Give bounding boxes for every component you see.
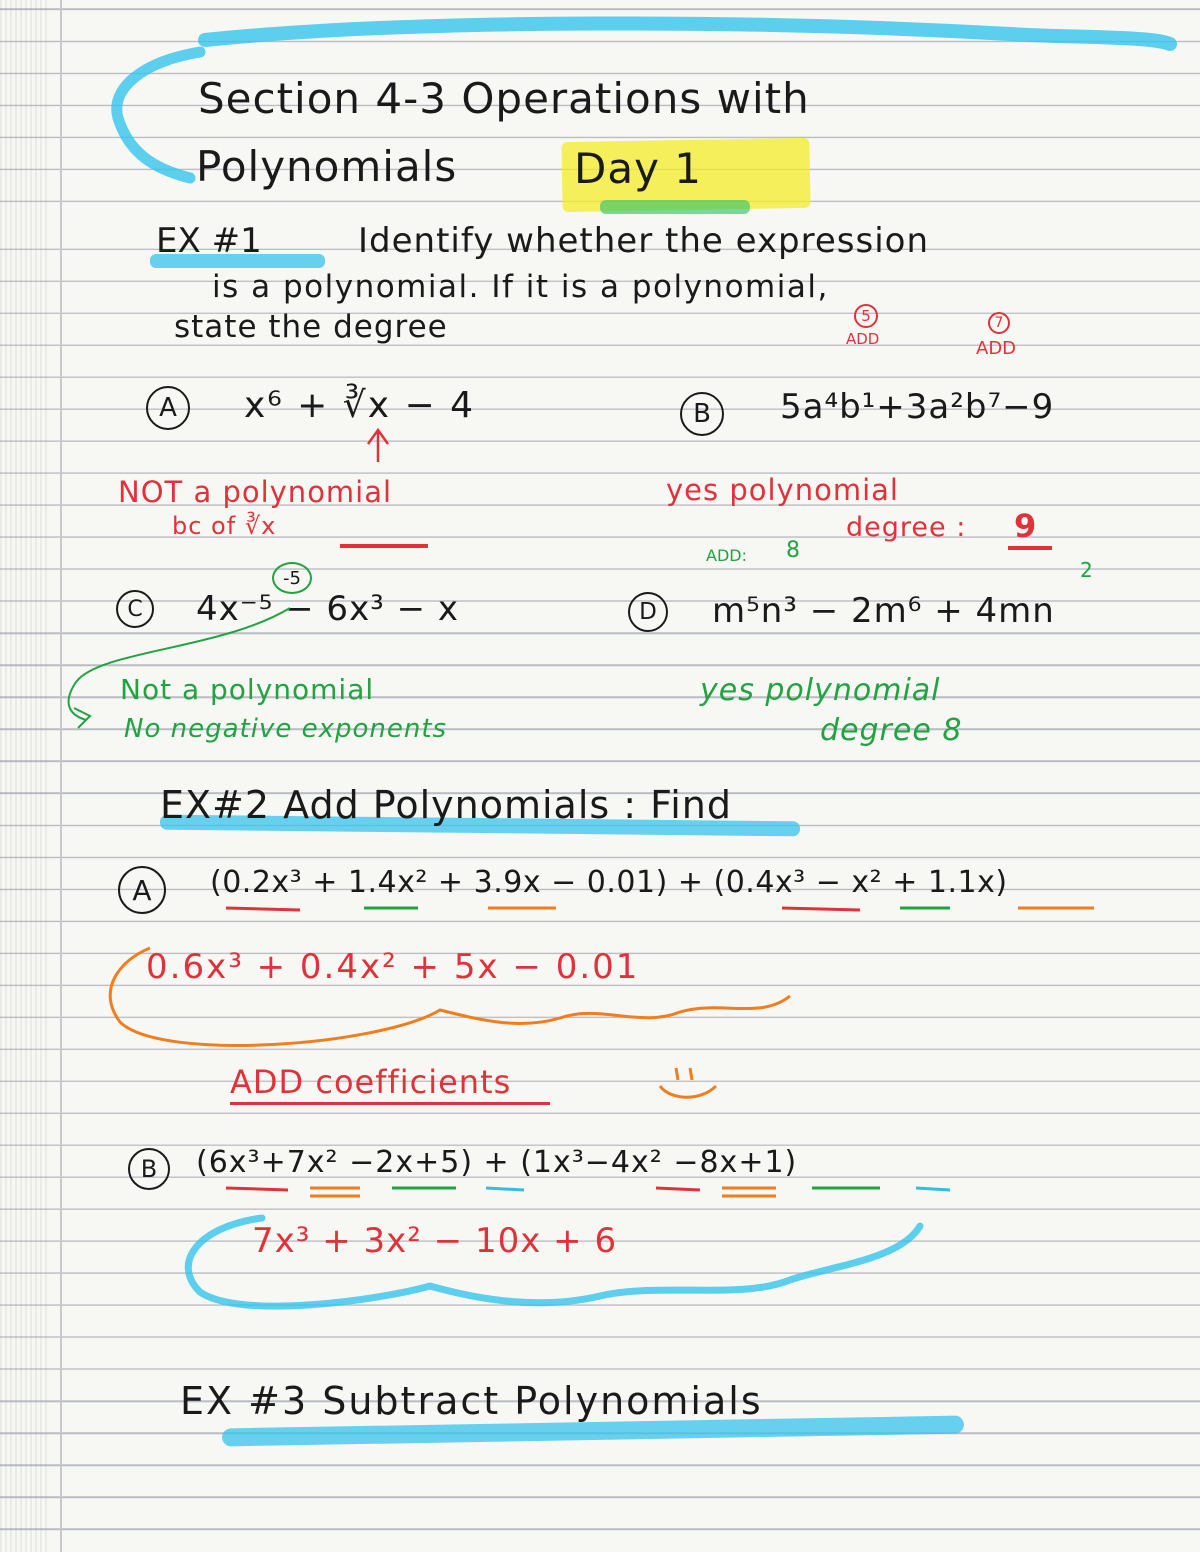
ex1-d-add-2: 2 <box>1080 558 1093 582</box>
add-label-7: ADD <box>976 338 1017 359</box>
neg-exponent-value: -5 <box>283 567 301 589</box>
ex1-d-add: ADD: <box>706 546 747 565</box>
ex1-a-note2: bc of ∛x <box>172 512 277 540</box>
ex1-a-note1: NOT a polynomial <box>118 475 393 509</box>
add-label-5: ADD <box>846 330 880 348</box>
ex1-line2: is a polynomial. If it is a polynomial, <box>212 269 829 305</box>
ex1-b-expression: 5a⁴b¹+3a²b⁷−9 <box>780 387 1055 427</box>
title-line1: Section 4-3 Operations with <box>198 74 810 123</box>
ex2-b-expression: (6x³+7x² −2x+5) + (1x³−4x² −8x+1) <box>196 1145 798 1180</box>
ex1-c-note1: Not a polynomial <box>120 673 375 706</box>
ex2-heading: EX#2 Add Polynomials : Find <box>160 783 733 827</box>
part-a-letter: A <box>159 393 177 423</box>
ex1-d-note2: degree 8 <box>820 713 963 748</box>
ex2-a-note: ADD coefficients <box>230 1063 512 1101</box>
ex1-line3: state the degree <box>174 309 448 345</box>
part-b-letter: B <box>693 399 711 429</box>
ex2-a-answer: 0.6x³ + 0.4x² + 5x − 0.01 <box>146 947 640 987</box>
ex1-line1: Identify whether the expression <box>358 221 930 261</box>
ex1-b-degree: 9 <box>1014 507 1037 545</box>
part-c-letter: C <box>127 596 143 622</box>
part-d-letter: D <box>639 599 657 625</box>
ex1-b-note1: yes polynomial <box>666 473 899 507</box>
ex2-b-letter: B <box>140 1155 158 1183</box>
ex1-d-add-value: 8 <box>786 538 800 563</box>
ex2-a-letter: A <box>132 873 152 907</box>
add-5-value: 5 <box>861 307 871 325</box>
ex1-d-expression: m⁵n³ − 2m⁶ + 4mn <box>712 591 1055 631</box>
title-day: Day 1 <box>574 144 703 193</box>
ex1-c-expression: 4x⁻⁵ − 6x³ − x <box>196 589 460 629</box>
ex3-heading: EX #3 Subtract Polynomials <box>180 1379 763 1423</box>
ex1-d-note1: yes polynomial <box>700 673 941 708</box>
ex1-b-note2: degree : <box>846 512 967 543</box>
ex2-b-answer <box>252 1221 618 1261</box>
ex1-c-note2: No negative exponents <box>124 714 448 744</box>
add-7-value: 7 <box>994 315 1004 331</box>
title-line2: Polynomials <box>196 142 458 191</box>
ex1-a-expression: x⁶ + ∛x − 4 <box>244 385 475 426</box>
ex1-heading: EX #1 <box>156 221 262 261</box>
ex2-b-answer-text: 7x³ + 3x² − 10x + 6 <box>252 1221 618 1261</box>
ex2-a-expression: (0.2x³ + 1.4x² + 3.9x − 0.01) + (0.4x³ − x² + 1.1x) <box>210 865 1008 900</box>
